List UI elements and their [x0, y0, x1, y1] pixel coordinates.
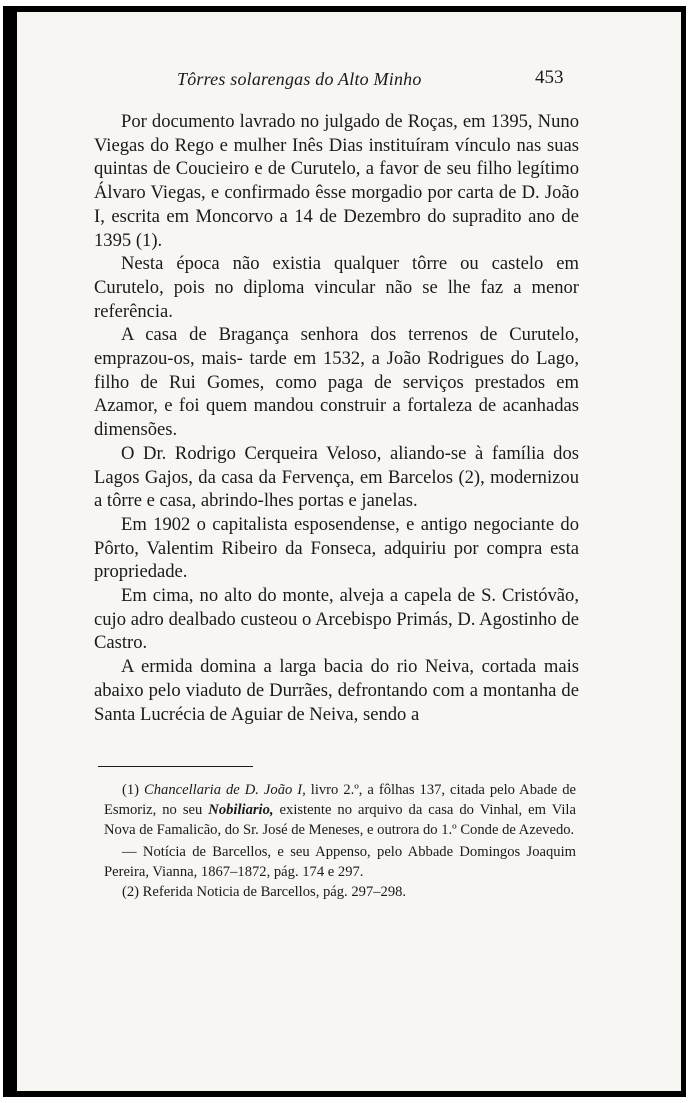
paragraph: Nesta época não existia qualquer tôrre ou castelo em Curutelo, pois no diploma vincular não se lhe faz a menor referência.: [94, 253, 579, 322]
paragraph: O Dr. Rodrigo Cerqueira Veloso, aliando-se à família dos Lagos Gajos, da casa da Fervença, em Barcelos (2), modernizou a tôrre e casa, abrindo-lhes portas e janelas.: [94, 442, 579, 512]
paragraph: A ermida domina a larga bacia do rio Neiva, cortada mais abaixo pelo viaduto de Durrães, defrontando com a montanha de Santa Lucrécia de Aguiar de Neiva, sendo a: [94, 656, 579, 725]
footnote-2: (2) Referida Noticia de Barcellos, pág. 297–298.: [122, 884, 407, 901]
footnote-1: [104, 780, 576, 841]
paragraph: A casa de Bragança senhora dos terrenos de Curutelo, emprazou-os, mais- tarde em 1532, a João Rodrigues do Lago, filho de Rui Gomes, como paga de serviços prestados em Azamor, e foi quem mandou construir a fortaleza de acanhadas dimensões.: [94, 324, 579, 441]
footnotes: [104, 780, 576, 902]
page-number: 453: [535, 67, 564, 88]
body-text: [94, 110, 579, 726]
footnote-1-text-a: livro 2.º, a fôlhas 137, citada pelo Abade de Esmoriz, no seu: [104, 782, 576, 819]
footnote-1-source-title: Chancellaria de D. João I,: [144, 782, 306, 798]
paragraph: Em 1902 o capitalista esposendense, e antigo negociante do Pôrto, Valentim Ribeiro da Fonseca, adquiriu por compra esta propriedade.: [94, 513, 579, 583]
footnote-1-continuation: — Notícia de Barcellos, e seu Appenso, pelo Abbade Domingos Joaquim Pereira, Vianna, 1867–1872, pág. 174 e 297.: [104, 843, 576, 880]
book-page: [17, 12, 681, 1091]
footnote-1-text-b: existente no arquivo da casa do Vinhal, em Vila Nova de Famalicão, do Sr. José de Meneses, e outrora do 1.º Conde de Azevedo.: [104, 802, 576, 839]
page-frame: [3, 6, 686, 1097]
footnote-1-marker: (1): [122, 782, 140, 798]
page-header: [17, 69, 681, 99]
footnote-1-work-title: Nobiliario,: [208, 802, 274, 819]
footnote-rule: [98, 766, 253, 767]
running-title: Tôrres solarengas do Alto Minho: [177, 69, 422, 89]
paragraph: Por documento lavrado no julgado de Roças, em 1395, Nuno Viegas do Rego e mulher Inês Dias instituíram vínculo nas suas quintas de Coucieiro e de Curutelo, a favor de seu filho legítimo Álvaro Viegas, e confirmado êsse morgadio por carta de D. João I, escrita em Moncorvo a 14 de Dezembro do supradito ano de 1395 (1).: [94, 111, 579, 251]
paragraph: Em cima, no alto do monte, alveja a capela de S. Cristóvão, cujo adro dealbado custeou o Arcebispo Primás, D. Agostinho de Castro.: [94, 585, 579, 654]
